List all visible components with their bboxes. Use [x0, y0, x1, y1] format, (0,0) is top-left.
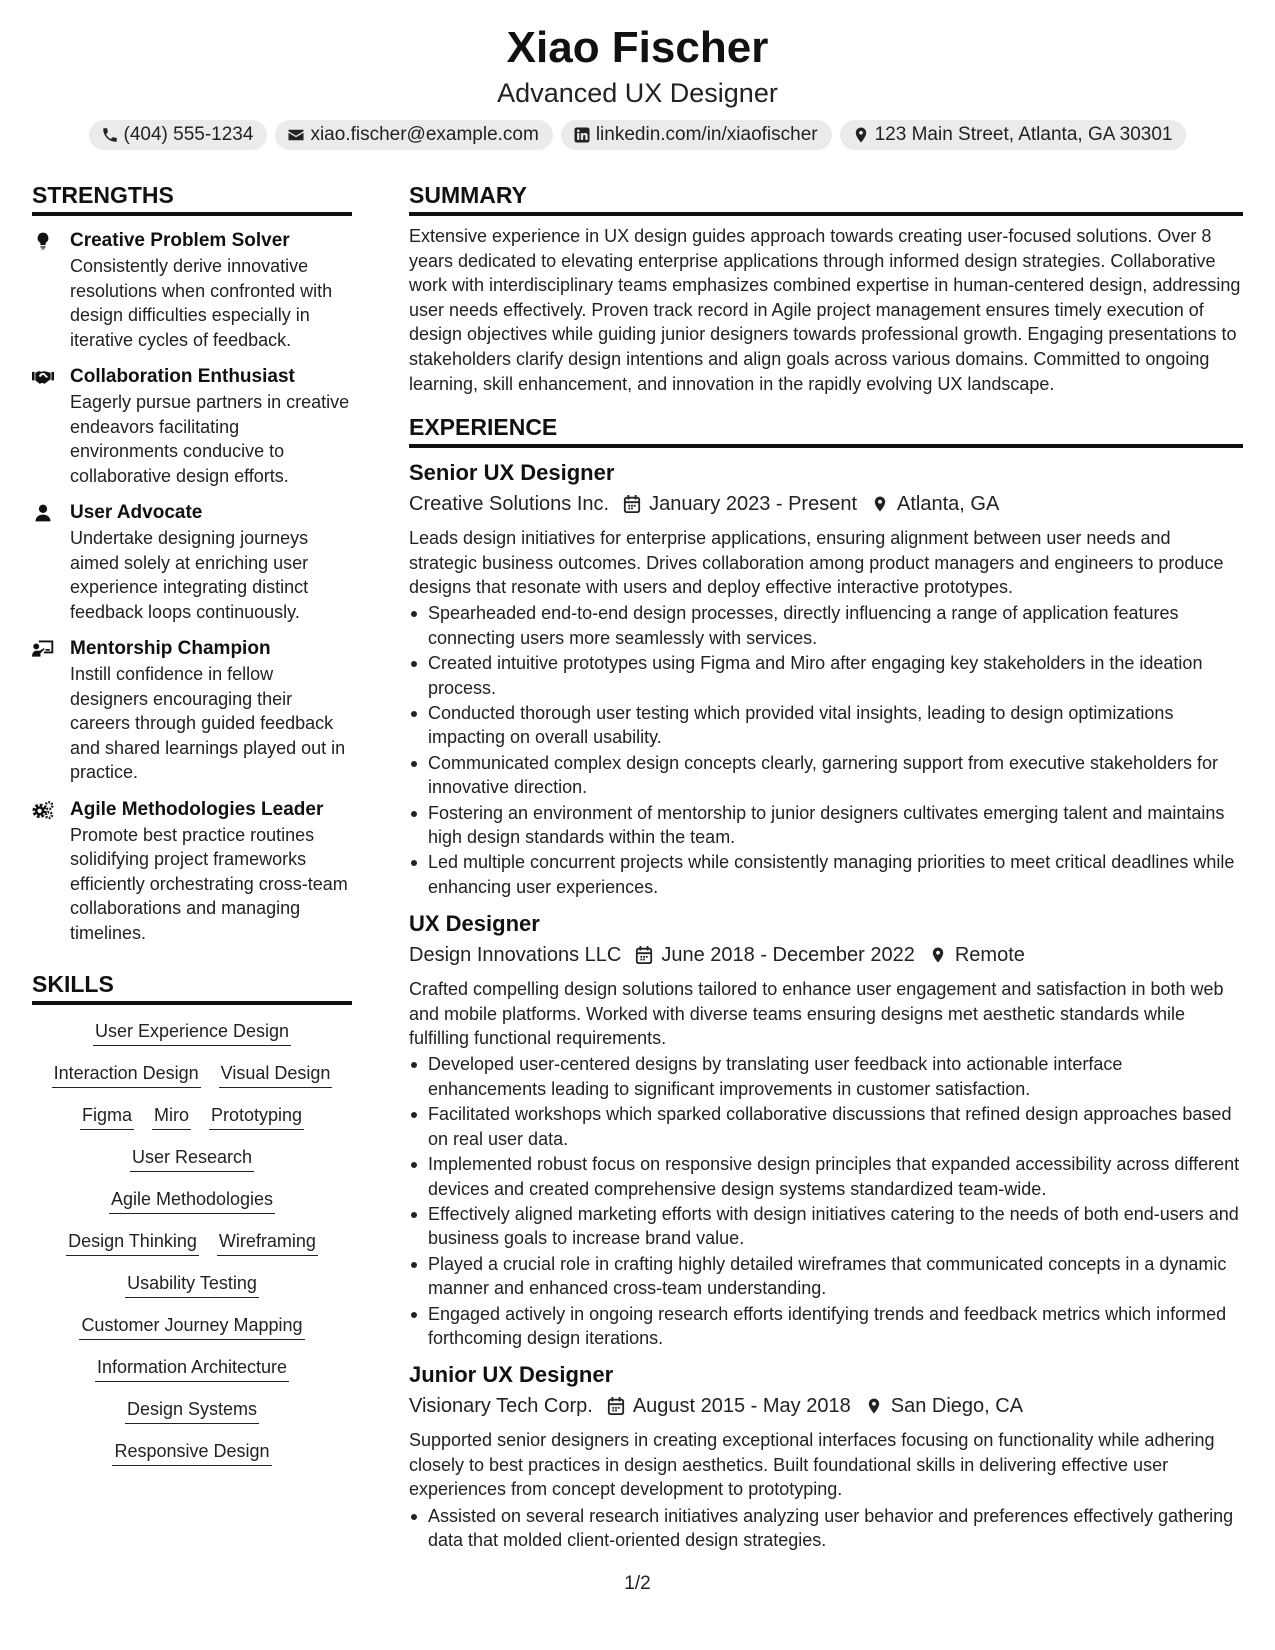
strength-desc: Instill confidence in fellow designers encouraging their careers through guided feedback and shared learnings played out in practice. [70, 664, 346, 782]
job-dates: August 2015 - May 2018 [632, 1395, 851, 1418]
job-description: Leads design initiatives for enterprise applications, ensuring alignment between user needs and strategic business outcomes. Drives collaboration among product managers and engineers to produce designs that resonate with users and deploy effective interactive prototypes. [409, 528, 1224, 597]
skill-row [32, 1355, 352, 1382]
job-dates: June 2018 - December 2022 [661, 944, 915, 967]
chalkboard-teacher-icon [32, 636, 70, 785]
map-pin-icon [871, 494, 889, 514]
strength-item [32, 364, 352, 488]
list-item: Developed user-centered designs by translating user feedback into actionable interface enhancements leading to significant improvements in customer satisfaction. [409, 1052, 1243, 1101]
job-location: Remote [954, 944, 1025, 967]
job-description: Crafted compelling design solutions tailored to enhance user engagement and satisfaction in both web and mobile platforms. Worked with diverse teams ensuring designs met aesthetic standards while fulfilling functional requirements. [409, 979, 1224, 1049]
skill-row [32, 1061, 352, 1088]
list-item: Led multiple concurrent projects while consistently managing priorities to meet critical deadlines while enhancing user experiences. [409, 850, 1243, 899]
list-item: Created intuitive prototypes using Figma and Miro after engaging key stakeholders in the ideation process. [409, 651, 1243, 700]
job-location: Atlanta, GA [897, 493, 1000, 516]
job-bullets [409, 601, 1243, 899]
list-item: Engaged actively in ongoing research efforts identifying trends and feedback metrics which informed forthcoming design iterations. [409, 1302, 1243, 1351]
skill-tag: Usability Testing [125, 1271, 259, 1298]
handshake-icon [32, 364, 70, 488]
job-title: UX Designer [409, 911, 540, 937]
strength-desc: Promote best practice routines solidifying project frameworks efficiently orchestrating cross-team collaborations and managing timelines. [70, 824, 348, 943]
contact-email[interactable] [275, 120, 552, 150]
list-item: Conducted thorough user testing which provided vital insights, leading to design optimizations impacting on overall usability. [409, 701, 1243, 750]
list-item: Implemented robust focus on responsive design principles that expanded accessibility across different devices and created comprehensive design systems standardized team-wide. [409, 1152, 1243, 1201]
skill-row [32, 1229, 352, 1256]
strength-item [32, 636, 352, 785]
skill-tag: Agile Methodologies [109, 1187, 275, 1214]
strength-desc: Eagerly pursue partners in creative endeavors facilitating environments conducive to collaborative design efforts. [70, 392, 350, 486]
job-entry [409, 909, 1243, 1350]
envelope-icon [287, 126, 305, 144]
strength-title: Creative Problem Solver [70, 230, 290, 251]
map-pin-icon [865, 1396, 883, 1416]
contact-text: (404) 555-1234 [123, 124, 254, 145]
contact-text: linkedin.com/in/xiaofischer [595, 124, 818, 145]
strength-desc: Consistently derive innovative resolutions when confronted with design difficulties especially in iterative cycles of feedback. [70, 256, 333, 350]
summary-text: Extensive experience in UX design guides approach towards creating user-focused solutions. Over 8 years dedicated to elevating enterprise applications through informed design strategies. Collaborative work with interdisciplinary teams emphasizes combined expertise in human-centered design, addressing user needs effectively. Proven track record in Agile project management ensures timely execution of design objectives while guiding junior designers towards professional growth. Engaging presentations to stakeholders clarify design intentions and align goals across various domains. Committed to ongoing learning, skill enhancement, and innovation in the rapidly evolving UX landscape. [409, 226, 1241, 394]
skill-tag: Visual Design [219, 1061, 333, 1088]
skill-row [32, 1187, 352, 1214]
job-company: Creative Solutions Inc. [409, 493, 610, 516]
strength-item [32, 797, 352, 946]
job-bullets [409, 1504, 1243, 1553]
contact-phone[interactable] [89, 120, 268, 150]
job-entry [409, 1360, 1243, 1552]
skill-row [32, 1019, 352, 1046]
list-item: Fostering an environment of mentorship to junior designers cultivates emerging talent and maintains high design standards within the team. [409, 801, 1243, 850]
strengths-heading: STRENGTHS [32, 180, 352, 216]
job-location: San Diego, CA [890, 1395, 1024, 1418]
skill-tag: Design Systems [125, 1397, 259, 1424]
strength-title: User Advocate [70, 502, 203, 523]
experience-heading: EXPERIENCE [409, 412, 1243, 448]
strength-item [32, 500, 352, 624]
list-item: Played a crucial role in crafting highly detailed wireframes that communicated concepts in a dynamic manner and enhanced cross-team understanding. [409, 1252, 1243, 1301]
job-entry [409, 458, 1243, 899]
skill-tag: Wireframing [217, 1229, 318, 1256]
contact-text: 123 Main Street, Atlanta, GA 30301 [874, 124, 1173, 145]
skill-tag: Design Thinking [66, 1229, 199, 1256]
skill-row [32, 1439, 352, 1466]
map-pin-icon [852, 126, 870, 144]
list-item: Spearheaded end-to-end design processes, directly influencing a range of application features connecting users more seamlessly with services. [409, 601, 1243, 650]
summary-heading: SUMMARY [409, 180, 1243, 216]
contact-address [840, 120, 1187, 150]
contact-linkedin[interactable] [561, 120, 832, 150]
gears-icon [32, 797, 70, 946]
contact-text: xiao.fischer@example.com [310, 124, 539, 145]
strength-title: Mentorship Champion [70, 638, 271, 659]
user-icon [32, 500, 70, 624]
job-company: Design Innovations LLC [409, 944, 622, 967]
skill-tag: Prototyping [209, 1103, 304, 1130]
lightbulb-icon [32, 228, 70, 352]
skills-heading: SKILLS [32, 969, 352, 1005]
list-item: Communicated complex design concepts clearly, garnering support from executive stakeholders for innovative direction. [409, 751, 1243, 800]
calendar-icon [635, 945, 653, 965]
strength-title: Collaboration Enthusiast [70, 366, 295, 387]
list-item: Effectively aligned marketing efforts with design initiatives catering to the needs of both end-users and business goals to increase brand value. [409, 1202, 1243, 1251]
job-title: Junior UX Designer [409, 1362, 614, 1388]
list-item: Assisted on several research initiatives analyzing user behavior and preferences effectively gathering data that molded client-oriented design strategies. [409, 1504, 1243, 1553]
strength-item [32, 228, 352, 352]
linkedin-icon [573, 126, 591, 144]
job-title: Senior UX Designer [409, 460, 615, 486]
skill-tag: Information Architecture [95, 1355, 289, 1382]
skill-row [32, 1145, 352, 1172]
job-company: Visionary Tech Corp. [409, 1395, 593, 1418]
strength-title: Agile Methodologies Leader [70, 798, 324, 820]
skill-row [32, 1103, 352, 1130]
phone-icon [101, 126, 119, 144]
job-bullets [409, 1052, 1243, 1350]
skill-tag: Interaction Design [52, 1061, 201, 1088]
resume-header [0, 20, 1275, 150]
skill-tag: User Research [130, 1145, 254, 1172]
strengths-list [32, 228, 352, 945]
calendar-icon [623, 494, 641, 514]
job-dates: January 2023 - Present [649, 493, 858, 516]
contact-bar [0, 120, 1275, 150]
left-column [32, 180, 352, 1481]
strength-desc: Undertake designing journeys aimed solely at enriching user experience integrating distinct feedback loops continuously. [70, 528, 309, 622]
skill-tag: Figma [80, 1103, 134, 1130]
right-column [409, 180, 1243, 1553]
map-pin-icon [929, 945, 947, 965]
skill-tag: Miro [152, 1103, 191, 1130]
page-number: 1/2 [624, 1573, 651, 1594]
job-meta [409, 1392, 1243, 1420]
skills-list [32, 1019, 352, 1466]
candidate-title: Advanced UX Designer [497, 78, 778, 108]
calendar-icon [607, 1396, 625, 1416]
skill-tag: Customer Journey Mapping [79, 1313, 304, 1340]
skill-tag: User Experience Design [93, 1019, 291, 1046]
job-meta [409, 490, 1243, 518]
list-item: Facilitated workshops which sparked collaborative discussions that refined design approaches based on real user data. [409, 1102, 1243, 1151]
skill-tag: Responsive Design [112, 1439, 271, 1466]
job-meta [409, 941, 1243, 969]
candidate-name: Xiao Fischer [506, 23, 769, 72]
skill-row [32, 1397, 352, 1424]
skill-row [32, 1313, 352, 1340]
job-description: Supported senior designers in creating exceptional interfaces focusing on functionality while adhering closely to best practices in design aesthetics. Built foundational skills in delivering effective user experiences from concept development to prototyping. [409, 1430, 1215, 1500]
skill-row [32, 1271, 352, 1298]
